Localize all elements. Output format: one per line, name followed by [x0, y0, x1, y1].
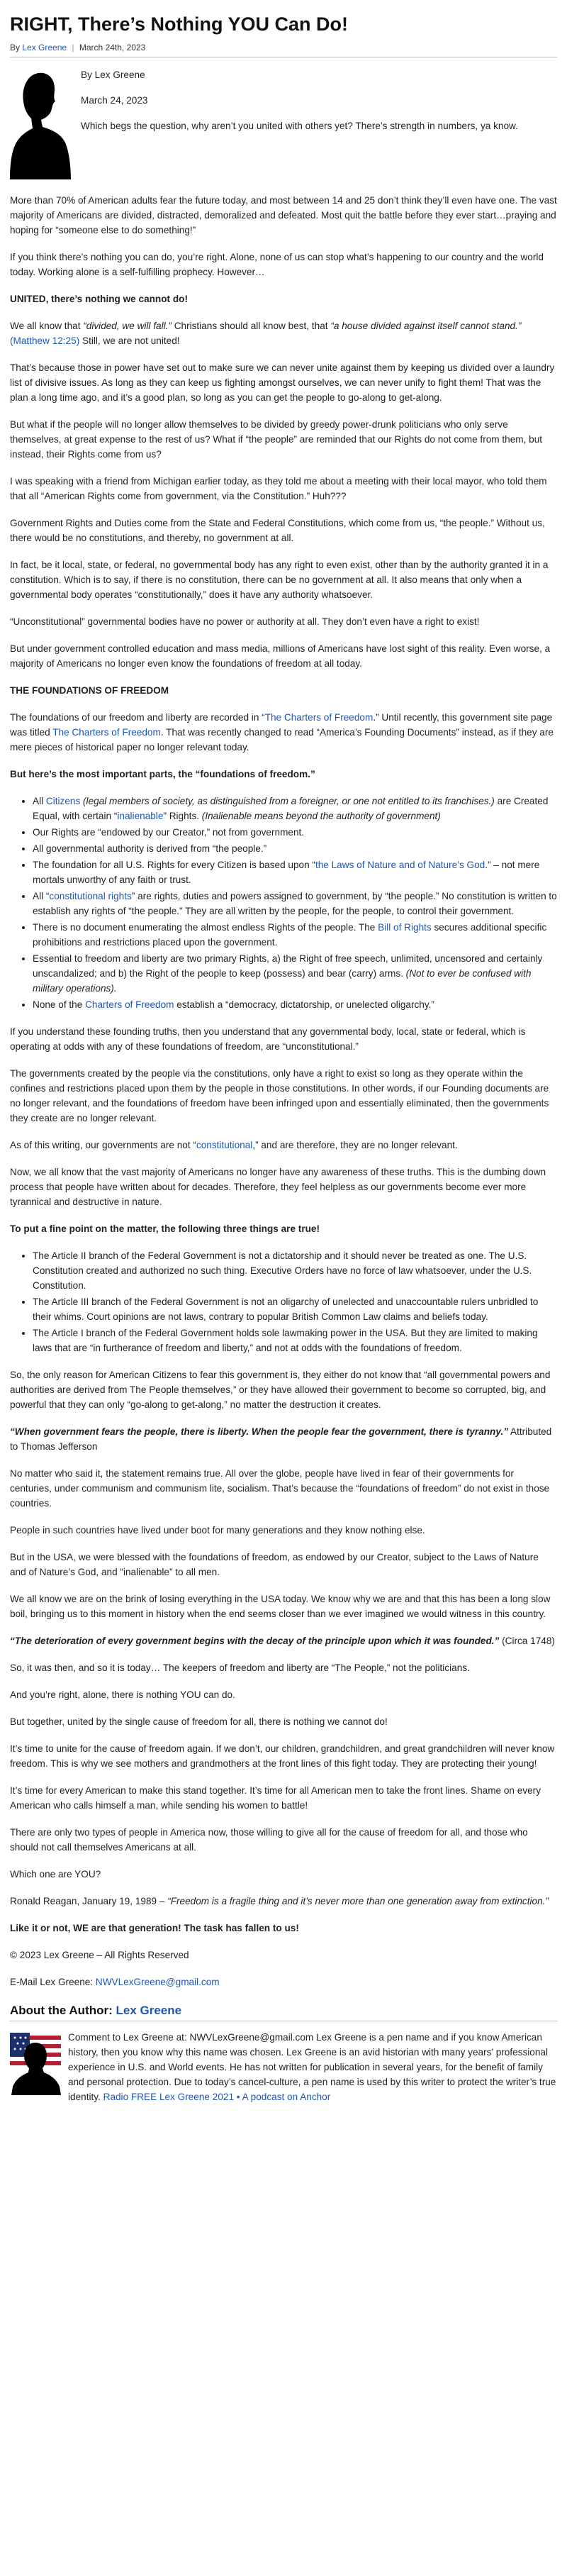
section-heading: But here’s the most important parts, the “foundations of freedom.” — [10, 769, 315, 779]
paragraph: So, the only reason for American Citizens to fear this government is, they either do not know that “all governmental powers and authorities are derived from The People themselves,” or they have allowed their government to become so corrupted, big, and powerful that they can only “go-along to get-along,” no matter the destruction it creates. — [10, 1370, 551, 1410]
foundations-list — [10, 794, 557, 1012]
author-silhouette-icon — [10, 69, 71, 179]
paragraph — [10, 318, 557, 348]
text-run: (Circa 1748) — [499, 1636, 555, 1646]
author-avatar-icon — [10, 2033, 61, 2095]
italic-run: (Inalienable means beyond the authority of government) — [201, 811, 441, 821]
paragraph: “Unconstitutional” governmental bodies have no power or authority at all. They don’t even have a right to exist! — [10, 616, 480, 627]
paragraph: Government Rights and Duties come from the State and Federal Constitutions, which come from us, “the people.” Without us, there would be no constitutions, and thereby, no government at all. — [10, 518, 545, 543]
three-things-list — [10, 1248, 557, 1355]
about-author-box — [10, 2004, 557, 2104]
text-run: E-Mail Lex Greene: — [10, 1977, 96, 1987]
text-run: The foundation for all U.S. Rights for every Citizen is based upon “ — [33, 860, 315, 870]
byline-separator: | — [72, 43, 74, 52]
quote-run: “divided, we will fall.” — [83, 321, 172, 331]
text-run: establish a “democracy, dictatorship, or unelected oligarchy.” — [174, 999, 434, 1010]
paragraph: There are only two types of people in America now, those willing to give all for the cause of freedom for all, and those who should not call themselves Americans at all. — [10, 1827, 528, 1853]
intro-date: March 24, 2023 — [81, 95, 148, 106]
list-item — [33, 920, 557, 950]
paragraph: We all know we are on the brink of losing everything in the USA today. We know why we are and that this has been a long slow boil, bringing us to this moment in history when the end seems closer than we ever imagined we would witness in this country. — [10, 1594, 551, 1619]
charters-link[interactable]: The Charters of Freedom — [52, 727, 161, 738]
author-page-link[interactable]: Lex Greene — [116, 2004, 182, 2017]
paragraph: It’s time for every American to make this stand together. It’s time for all American men to take the front lines. Shame on every American who calls himself a man, while sending his women to battle! — [10, 1785, 541, 1811]
article-title: RIGHT, There’s Nothing YOU Can Do! — [10, 13, 349, 35]
text-run: ,” and are therefore, they are no longer relevant. — [252, 1140, 458, 1150]
email-line — [10, 1975, 557, 1989]
paragraph: More than 70% of American adults fear the future today, and most between 14 and 25 don’t think they’ll even have one. The vast majority of Americans are divided, distracted, demoralized and defeated. Most quit the battle before they ever start…praying and hoping for “someone else to do something!” — [10, 195, 557, 235]
list-item — [33, 857, 557, 887]
constitutional-link[interactable]: constitutional — [196, 1140, 253, 1150]
paragraph: No matter who said it, the statement remains true. All over the globe, people have lived in fear of their governments for centuries, under communism and communism lite, socialism. That’s because the “foundations of freedom” do not exist in those countries. — [10, 1468, 550, 1509]
text-run: ” are rights, duties and powers assigned to government, by “the people.” No constitution is written to establish any rights of “the people.” They are all written by the people, for the people, to control their government. — [33, 891, 557, 916]
laws-of-nature-link[interactable]: the Laws of Nature and of Nature’s God — [315, 860, 485, 870]
paragraph — [10, 1894, 557, 1909]
text-run: . That was recently changed to read “America’s Founding Documents” instead, as if they are mere pieces of historical paper no longer relevant today. — [10, 727, 554, 753]
italic-run: (legal members of society, as distinguished from a foreigner, or one not entitled to its franchises.) — [80, 796, 495, 806]
list-item: • Our Rights are “endowed by our Creator,” not from government. — [33, 825, 557, 840]
byline-date: March 24th, 2023 — [79, 43, 146, 52]
list-item: • The Article II branch of the Federal Government is not a dictatorship and it should never be treated as one. The U.S. Constitution created and authorized no such thing. Executive Orders have no force of law whatsoever, under the U.S. Constitution. — [33, 1248, 557, 1293]
constitutional-rights-link[interactable]: constitutional rights — [49, 891, 132, 901]
paragraph: But under government controlled education and mass media, millions of Americans have lost sight of this reality. Even worse, a majority of Americans no longer even know the foundations of freedom at all today. — [10, 643, 551, 669]
paragraph — [10, 1424, 557, 1454]
section-heading: To put a fine point on the matter, the following three things are true! — [10, 1223, 320, 1234]
bill-of-rights-link[interactable]: Bill of Rights — [378, 922, 432, 933]
intro-text — [81, 67, 557, 133]
paragraph: Which one are YOU? — [10, 1869, 101, 1880]
charters-link[interactable]: Charters of Freedom — [85, 999, 174, 1010]
email-link[interactable]: NWVLexGreene@gmail.com — [95, 1977, 220, 1987]
text-run: Comment to Lex Greene at: NWVLexGreene@gmail.com Lex Greene is a pen name and if you know American history, then you know why this name was chosen. Lex Greene is an avid historian with many years’ professional experience in U.S. and World events. He has not written for publication in several years, for the benefit of family and personal protection. Due to today’s cancel-culture, a pen name is used by this writer to protect the writer’s true identity. — [68, 2032, 556, 2102]
list-item — [33, 951, 557, 996]
paragraph: I was speaking with a friend from Michigan earlier today, as they told me about a meeting with their local mayor, who told them that all “American Rights come from government, via the Constitution.” Huh??? — [10, 476, 547, 501]
paragraph — [10, 710, 557, 755]
list-item: • All Citizens (legal members of society, as distinguished from a foreigner, or one not entitled to its franchises.) are Created Equal, with certain “inalienable” Rights. (Inalienable means beyond the authority of government) — [33, 794, 557, 823]
article-body — [10, 67, 557, 1989]
section-heading: UNITED, there’s nothing we cannot do! — [10, 294, 188, 304]
paragraph: And you’re right, alone, there is nothing YOU can do. — [10, 1689, 235, 1700]
about-author-title — [10, 2004, 557, 2021]
text-run: As of this writing, our governments are not “ — [10, 1140, 196, 1150]
paragraph: So, it was then, and so it is today… The keepers of freedom and liberty are “The People,” not the politicians. — [10, 1662, 470, 1673]
quote-run: “When government fears the people, there is liberty. When the people fear the government, there is tyranny.” — [10, 1426, 508, 1437]
list-item: • The Article I branch of the Federal Government holds sole lawmaking power in the USA. But they are limited to making laws that are “in furtherance of freedom and liberty,” and not at odds with the foundations of freedom. — [33, 1326, 557, 1355]
paragraph — [10, 1633, 557, 1648]
text-run: are Created Equal, with certain “ — [33, 796, 549, 821]
text-run: ” Rights. — [163, 811, 202, 821]
scripture-link[interactable]: (Matthew 12:25) — [10, 335, 80, 346]
text-run: Essential to freedom and liberty are two primary Rights, a) the Right of free speech, unlimited, uncensored and certainly unscandalized; and b) the Right of the people to keep (possess) and bear (carry) arms. — [33, 953, 543, 979]
paragraph: Now, we all know that the vast majority of Americans no longer have any awareness of these truths. This is the dumbing down process that people have written about for decades. Therefore, they feel helpless as our governments become ever more tyrannical and destructive in nature. — [10, 1167, 546, 1207]
paragraph: But what if the people will no longer allow themselves to be divided by greedy power-drunk politicians who only serve themselves, at great expense to the rest of us? What if “the people” are reminded that our Rights do not come from them, but instead, their Rights come from us? — [10, 419, 543, 460]
text-run: We all know that — [10, 321, 84, 331]
text-run: Attributed to Thomas Jefferson — [10, 1426, 552, 1452]
text-run: There is no document enumerating the almost endless Rights of the people. The — [33, 922, 378, 933]
paragraph: If you think there’s nothing you can do, you’re right. Alone, none of us can stop what’s happening to our country and the world today. Working alone is a self-fulfilling prophecy. However… — [10, 252, 544, 277]
podcast-link[interactable]: Radio FREE Lex Greene 2021 • A podcast on Anchor — [103, 2092, 331, 2102]
quote-run: “The deterioration of every government begins with the decay of the principle upon which it was founded.” — [10, 1636, 500, 1646]
text-run: .” Until recently, this government site page was titled — [10, 712, 553, 738]
paragraph — [10, 1138, 557, 1153]
text-run: .” – not mere mortals unworthy of any faith or trust. — [33, 860, 540, 885]
italic-run: (Not to ever be confused with military operations). — [33, 968, 532, 994]
section-heading: THE FOUNDATIONS OF FREEDOM — [10, 685, 169, 696]
byline-prefix: By — [10, 43, 21, 52]
list-item — [33, 889, 557, 918]
charters-link[interactable]: The Charters of Freedom — [264, 712, 374, 723]
text-run: All “ — [33, 891, 50, 901]
text-run: secures additional specific prohibitions and restrictions placed upon the government. — [33, 922, 547, 948]
text-run: Still, we are not united! — [79, 335, 180, 346]
paragraph: But in the USA, we were blessed with the foundations of freedom, as endowed by our Creator, subject to the Laws of Nature and of Nature’s God, and “inalienable” to all men. — [10, 1552, 539, 1577]
intro-author: By Lex Greene — [81, 70, 145, 80]
byline — [10, 43, 557, 57]
text-run: The foundations of our freedom and liberty are recorded in “ — [10, 712, 265, 723]
article-intro — [10, 67, 557, 184]
about-author-text — [68, 2030, 557, 2104]
text-run: None of the — [33, 999, 86, 1010]
copyright: © 2023 Lex Greene – All Rights Reserved — [10, 1950, 189, 1960]
paragraph: That’s because those in power have set out to make sure we can never unite against them by keeping us divided over a laundry list of divisive issues. As long as they can keep us fighting amongst ourselves, we can never unify to fight them! That was the plan a long time ago, and it’s a good plan, so long as you can get the people to go-along to get-along. — [10, 362, 555, 403]
paragraph: The governments created by the people via the constitutions, only have a right to exist so long as they operate within the confines and restrictions placed upon them by the people in those constitutions. In other words, if our Founding documents are no longer relevant, and the foundations of freedom have been infringed upon and essentially eliminated, then the governments they create are no longer relevant. — [10, 1068, 549, 1123]
paragraph: But together, united by the single cause of freedom for all, there is nothing we cannot do! — [10, 1716, 388, 1727]
text-run: About the Author: — [10, 2004, 116, 2017]
paragraph: In fact, be it local, state, or federal, no governmental body has any right to even exist, other than by the authority granted it in a constitution. Which is to say, if there is no constitution, there can be no government at all. It also means that only when a governmental body operates “constitutionally,” does it have any authority whatsoever. — [10, 560, 549, 600]
about-author-body — [10, 2030, 557, 2104]
quote-run: “Freedom is a fragile thing and it’s never more than one generation away from extinction.” — [167, 1896, 549, 1906]
intro-summary: Which begs the question, why aren’t you united with others yet? There’s strength in numbers, ya know. — [81, 121, 518, 131]
paragraph: It’s time to unite for the cause of freedom again. If we don’t, our children, grandchildren, and great grandchildren will never know freedom. This is why we see mothers and grandmothers at the front lines of this fight today. They are protecting their young! — [10, 1743, 555, 1769]
citizens-link[interactable]: Citizens — [45, 796, 81, 806]
paragraph: People in such countries have lived under boot for many generations and they know nothing else. — [10, 1525, 425, 1536]
list-item: • The Article III branch of the Federal Government is not an oligarchy of unelected and unaccountable rulers unbridled to their whims. Court opinions are not laws, contrary to popular British Common Law claims and beliefs today. — [33, 1294, 557, 1324]
text-run: Christians should all know best, that — [171, 321, 331, 331]
author-link[interactable]: Lex Greene — [22, 43, 67, 52]
list-item — [33, 997, 557, 1012]
text-run: Ronald Reagan, January 19, 1989 – — [10, 1896, 168, 1906]
quote-run: “a house divided against itself cannot stand.” — [330, 321, 522, 331]
inalienable-link[interactable]: inalienable — [117, 811, 164, 821]
list-item: • All governmental authority is derived from “the people.” — [33, 841, 557, 856]
closing-line: Like it or not, WE are that generation! The task has fallen to us! — [10, 1923, 299, 1933]
paragraph: If you understand these founding truths, then you understand that any governmental body, local, state or federal, which is operating at odds with any of these foundations of freedom, are “unconstitutional.” — [10, 1026, 526, 1052]
